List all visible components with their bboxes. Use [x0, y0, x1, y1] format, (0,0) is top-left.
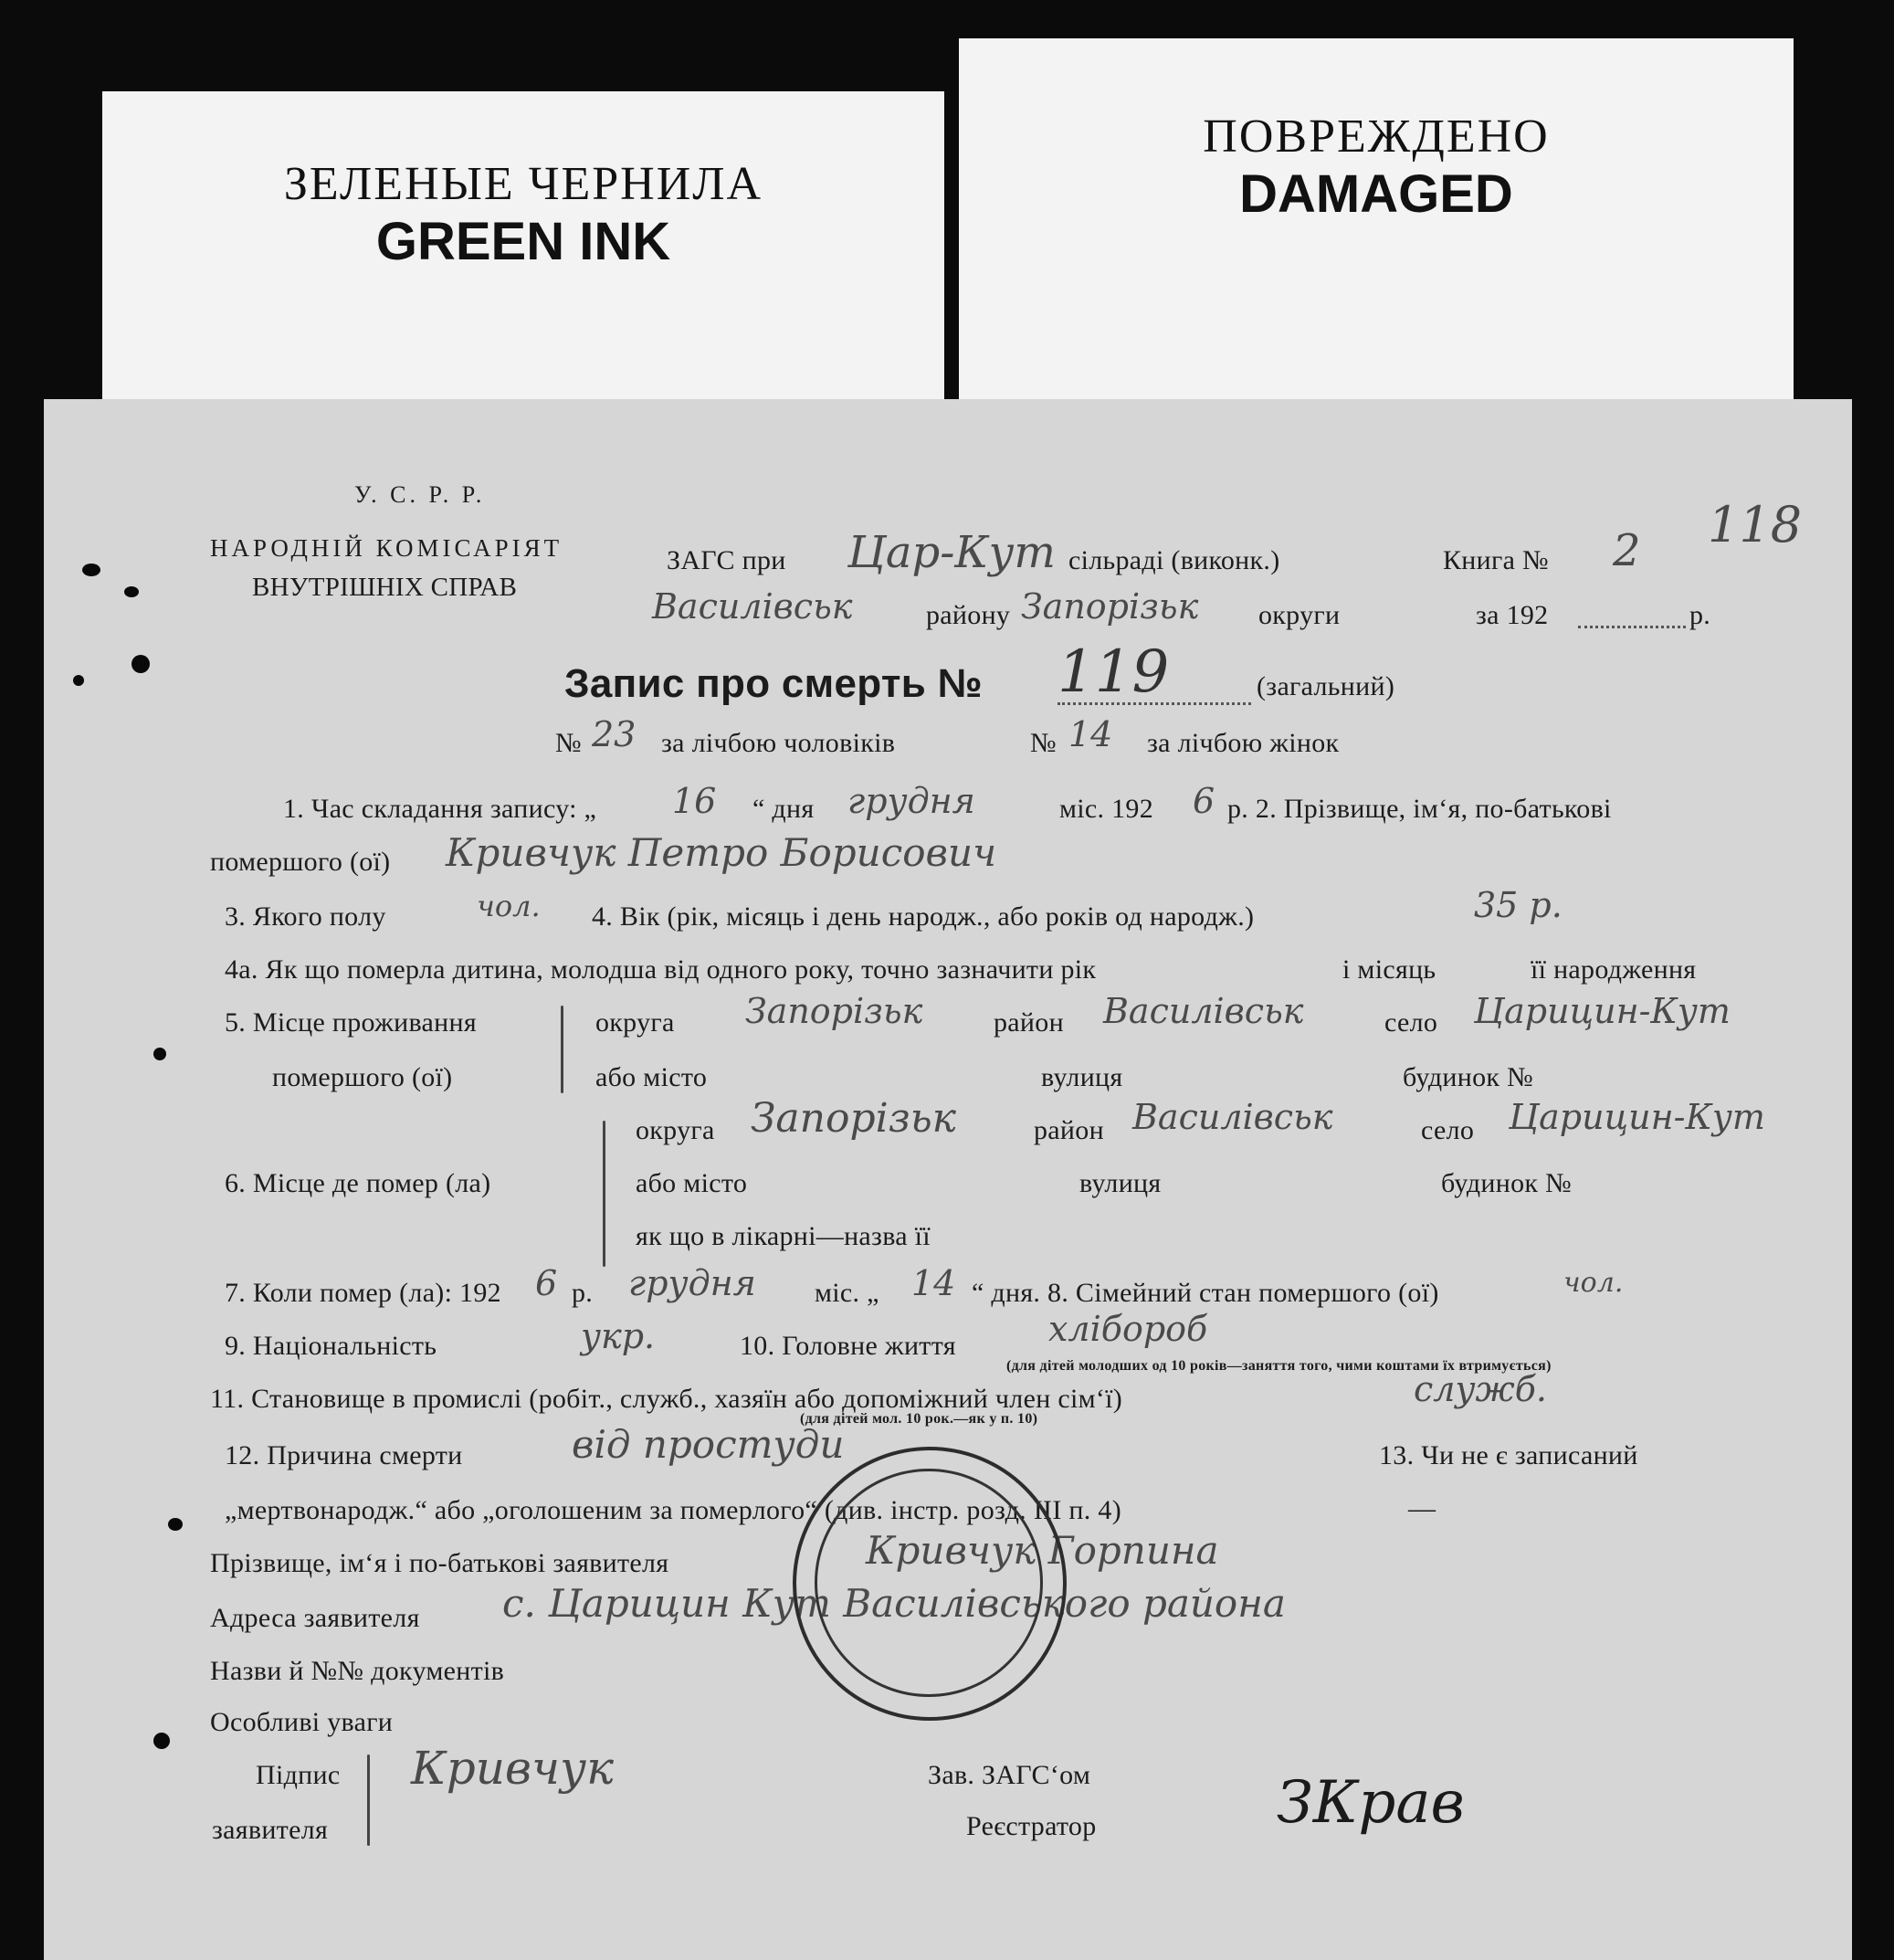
applicant-value: Кривчук Горпина: [866, 1528, 1219, 1573]
punch-hole: [153, 1048, 166, 1060]
f5-misto: або місто: [595, 1062, 708, 1092]
registrar-label: Реєстратор: [966, 1811, 1097, 1841]
f6-okruga-value: Запорізьк: [751, 1095, 956, 1142]
round-stamp: [793, 1447, 1067, 1721]
women-count: 14: [1068, 714, 1113, 754]
f6-okruga: округа: [636, 1115, 715, 1145]
f1-month: грудня: [847, 781, 975, 821]
punch-hole: [73, 675, 84, 686]
book-label: Книга №: [1443, 545, 1549, 575]
f4-value: 35 р.: [1474, 885, 1563, 925]
f6-rayon-value: Василівськ: [1132, 1097, 1333, 1137]
death-record-form: [44, 399, 1852, 1960]
f9-label: 9. Національність: [225, 1331, 437, 1361]
punch-hole: [168, 1518, 183, 1531]
women-prefix: №: [1030, 728, 1057, 758]
okruga-label: округи: [1258, 600, 1341, 630]
sign-value: Кривчук: [411, 1742, 614, 1795]
f9-value: укр.: [581, 1316, 656, 1356]
f7-month-label: міс. „: [815, 1278, 879, 1308]
zags-suffix: сільраді (виконк.): [1068, 545, 1280, 575]
f7-year: 6: [535, 1263, 558, 1303]
year-label: за 192: [1476, 600, 1549, 630]
record-general: (загальний): [1257, 671, 1395, 701]
f7-day: 14: [911, 1263, 956, 1303]
f5-rayon: район: [994, 1007, 1064, 1038]
f5-label-1: 5. Місце проживання: [225, 1007, 477, 1038]
district-label: району: [926, 600, 1011, 630]
f1-day: 16: [672, 781, 717, 821]
f6-misto: або місто: [636, 1168, 748, 1198]
f11-label: 11. Становище в промислі (робіт., служб., хазяїн або допоміжний член сім‘ї): [210, 1384, 1123, 1414]
f5-vulytsia: вулиця: [1041, 1062, 1123, 1092]
f3-label: 3. Якого полу: [225, 901, 386, 932]
book-value: 2: [1613, 525, 1641, 576]
f6-label: 6. Місце де помер (ла): [225, 1168, 491, 1198]
f2-label: помершого (ої): [210, 847, 391, 877]
record-title: Запис про смерть №: [564, 661, 983, 706]
commissariat-line-1: НАРОДНІЙ КОМІСАРІЯТ: [210, 534, 563, 562]
f5-budynok: будинок №: [1403, 1062, 1534, 1092]
f5-selo: село: [1384, 1007, 1438, 1038]
men-prefix: №: [555, 728, 582, 758]
green-ink-ru: ЗЕЛЕНЫЕ ЧЕРНИЛА: [283, 158, 763, 210]
f13-line2: „мертвонародж.“ або „оголошеним за померлого“ (див. інстр. розд. III п. 4): [225, 1495, 1121, 1525]
f11-value: служб.: [1414, 1369, 1547, 1409]
f4a-month: і місяць: [1342, 954, 1436, 985]
f3-value: чол.: [477, 889, 541, 923]
f5-okruga: округа: [595, 1007, 675, 1038]
damaged-ru: ПОВРЕЖДЕНО: [1203, 111, 1550, 163]
f5-rayon-value: Василівськ: [1103, 991, 1304, 1031]
zags-head-label: Зав. ЗАГС‘ом: [928, 1760, 1091, 1790]
f7-month: грудня: [628, 1263, 756, 1303]
punch-hole: [124, 586, 139, 597]
address-value: с. Царицин Кут Василівського района: [502, 1581, 1286, 1626]
f1-year-label: міс. 192: [1059, 794, 1154, 824]
corner-number: 118: [1708, 496, 1803, 553]
f4a-label: 4а. Як що померла дитина, молодша від одного року, точно зазначити рік: [225, 954, 1097, 985]
f6-budynok: будинок №: [1441, 1168, 1573, 1198]
zags-prefix: ЗАГС при: [667, 545, 786, 575]
commissariat-line-2: ВНУТРІШНІХ СПРАВ: [252, 573, 518, 602]
f11-note: (для дітей мол. 10 рок.—як у п. 10): [800, 1411, 1038, 1427]
f4-label: 4. Вік (рік, місяць і день народж., або років од народж.): [592, 901, 1255, 932]
f13-value: —: [1408, 1493, 1436, 1523]
f6-rayon: район: [1034, 1115, 1104, 1145]
record-number: 119: [1057, 638, 1170, 706]
f10-note: (для дітей молодших од 10 років—заняття того, чими коштами їх втримується): [1006, 1358, 1552, 1374]
f6-selo: село: [1421, 1115, 1475, 1145]
f7-year-suffix: р.: [572, 1278, 594, 1308]
punch-hole: [132, 655, 150, 673]
f5-okruga-value: Запорізьк: [745, 991, 923, 1031]
punch-hole: [153, 1733, 170, 1749]
f1-year: 6: [1193, 781, 1215, 821]
year-suffix: р.: [1689, 600, 1711, 630]
f10-value: хлібороб: [1048, 1309, 1208, 1349]
punch-hole: [82, 564, 100, 576]
men-label: за лічбою чоловіків: [661, 728, 896, 758]
green-ink-card: [102, 91, 944, 411]
f7-label: 7. Коли помер (ла): 192: [225, 1278, 501, 1308]
f8-value: чол.: [1563, 1267, 1624, 1299]
district-value: Василівськ: [652, 586, 853, 627]
f6-hospital: як що в лікарні—назва її: [636, 1221, 931, 1251]
f6-vulytsia: вулиця: [1079, 1168, 1162, 1198]
docs-label: Назви й №№ документів: [210, 1656, 505, 1686]
f1-label: 1. Час складання запису: „: [283, 794, 597, 824]
damaged-card: [959, 38, 1794, 431]
f1-year-suffix: р. 2. Прізвище, ім‘я, по-батькові: [1227, 794, 1612, 824]
sign-label-1: Підпис: [256, 1760, 341, 1790]
notes-label: Особливі уваги: [210, 1707, 394, 1737]
f1-day-label: “ дня: [752, 794, 815, 824]
applicant-label: Прізвище, ім‘я і по-батькові заявителя: [210, 1548, 669, 1578]
f7-day-label: “ дня. 8. Сімейний стан помершого (ої): [972, 1278, 1439, 1308]
registrar-signature: ЗКрав: [1277, 1769, 1465, 1837]
green-ink-en: GREEN INK: [375, 212, 671, 271]
ussr-heading: У. С. Р. Р.: [354, 481, 486, 508]
women-label: за лічбою жінок: [1147, 728, 1340, 758]
f10-label: 10. Головне життя: [740, 1331, 956, 1361]
zags-value: Цар-Кут: [847, 527, 1056, 578]
men-count: 23: [592, 714, 637, 754]
f4a-birth: її народження: [1531, 954, 1697, 985]
f12-label: 12. Причина смерти: [225, 1440, 463, 1470]
address-label: Адреса заявителя: [210, 1603, 420, 1633]
sign-label-2: заявителя: [212, 1815, 329, 1845]
f2-value: Кривчук Петро Борисович: [446, 830, 997, 875]
f6-selo-value: Царицин-Кут: [1509, 1097, 1765, 1137]
f13-label: 13. Чи не є записаний: [1379, 1440, 1638, 1470]
damaged-en: DAMAGED: [1239, 164, 1513, 224]
f5-label-2: помершого (ої): [272, 1062, 453, 1092]
f5-selo-value: Царицин-Кут: [1474, 991, 1731, 1031]
f12-value: від простуди: [572, 1422, 845, 1467]
okruga-value: Запорізьк: [1021, 586, 1199, 627]
